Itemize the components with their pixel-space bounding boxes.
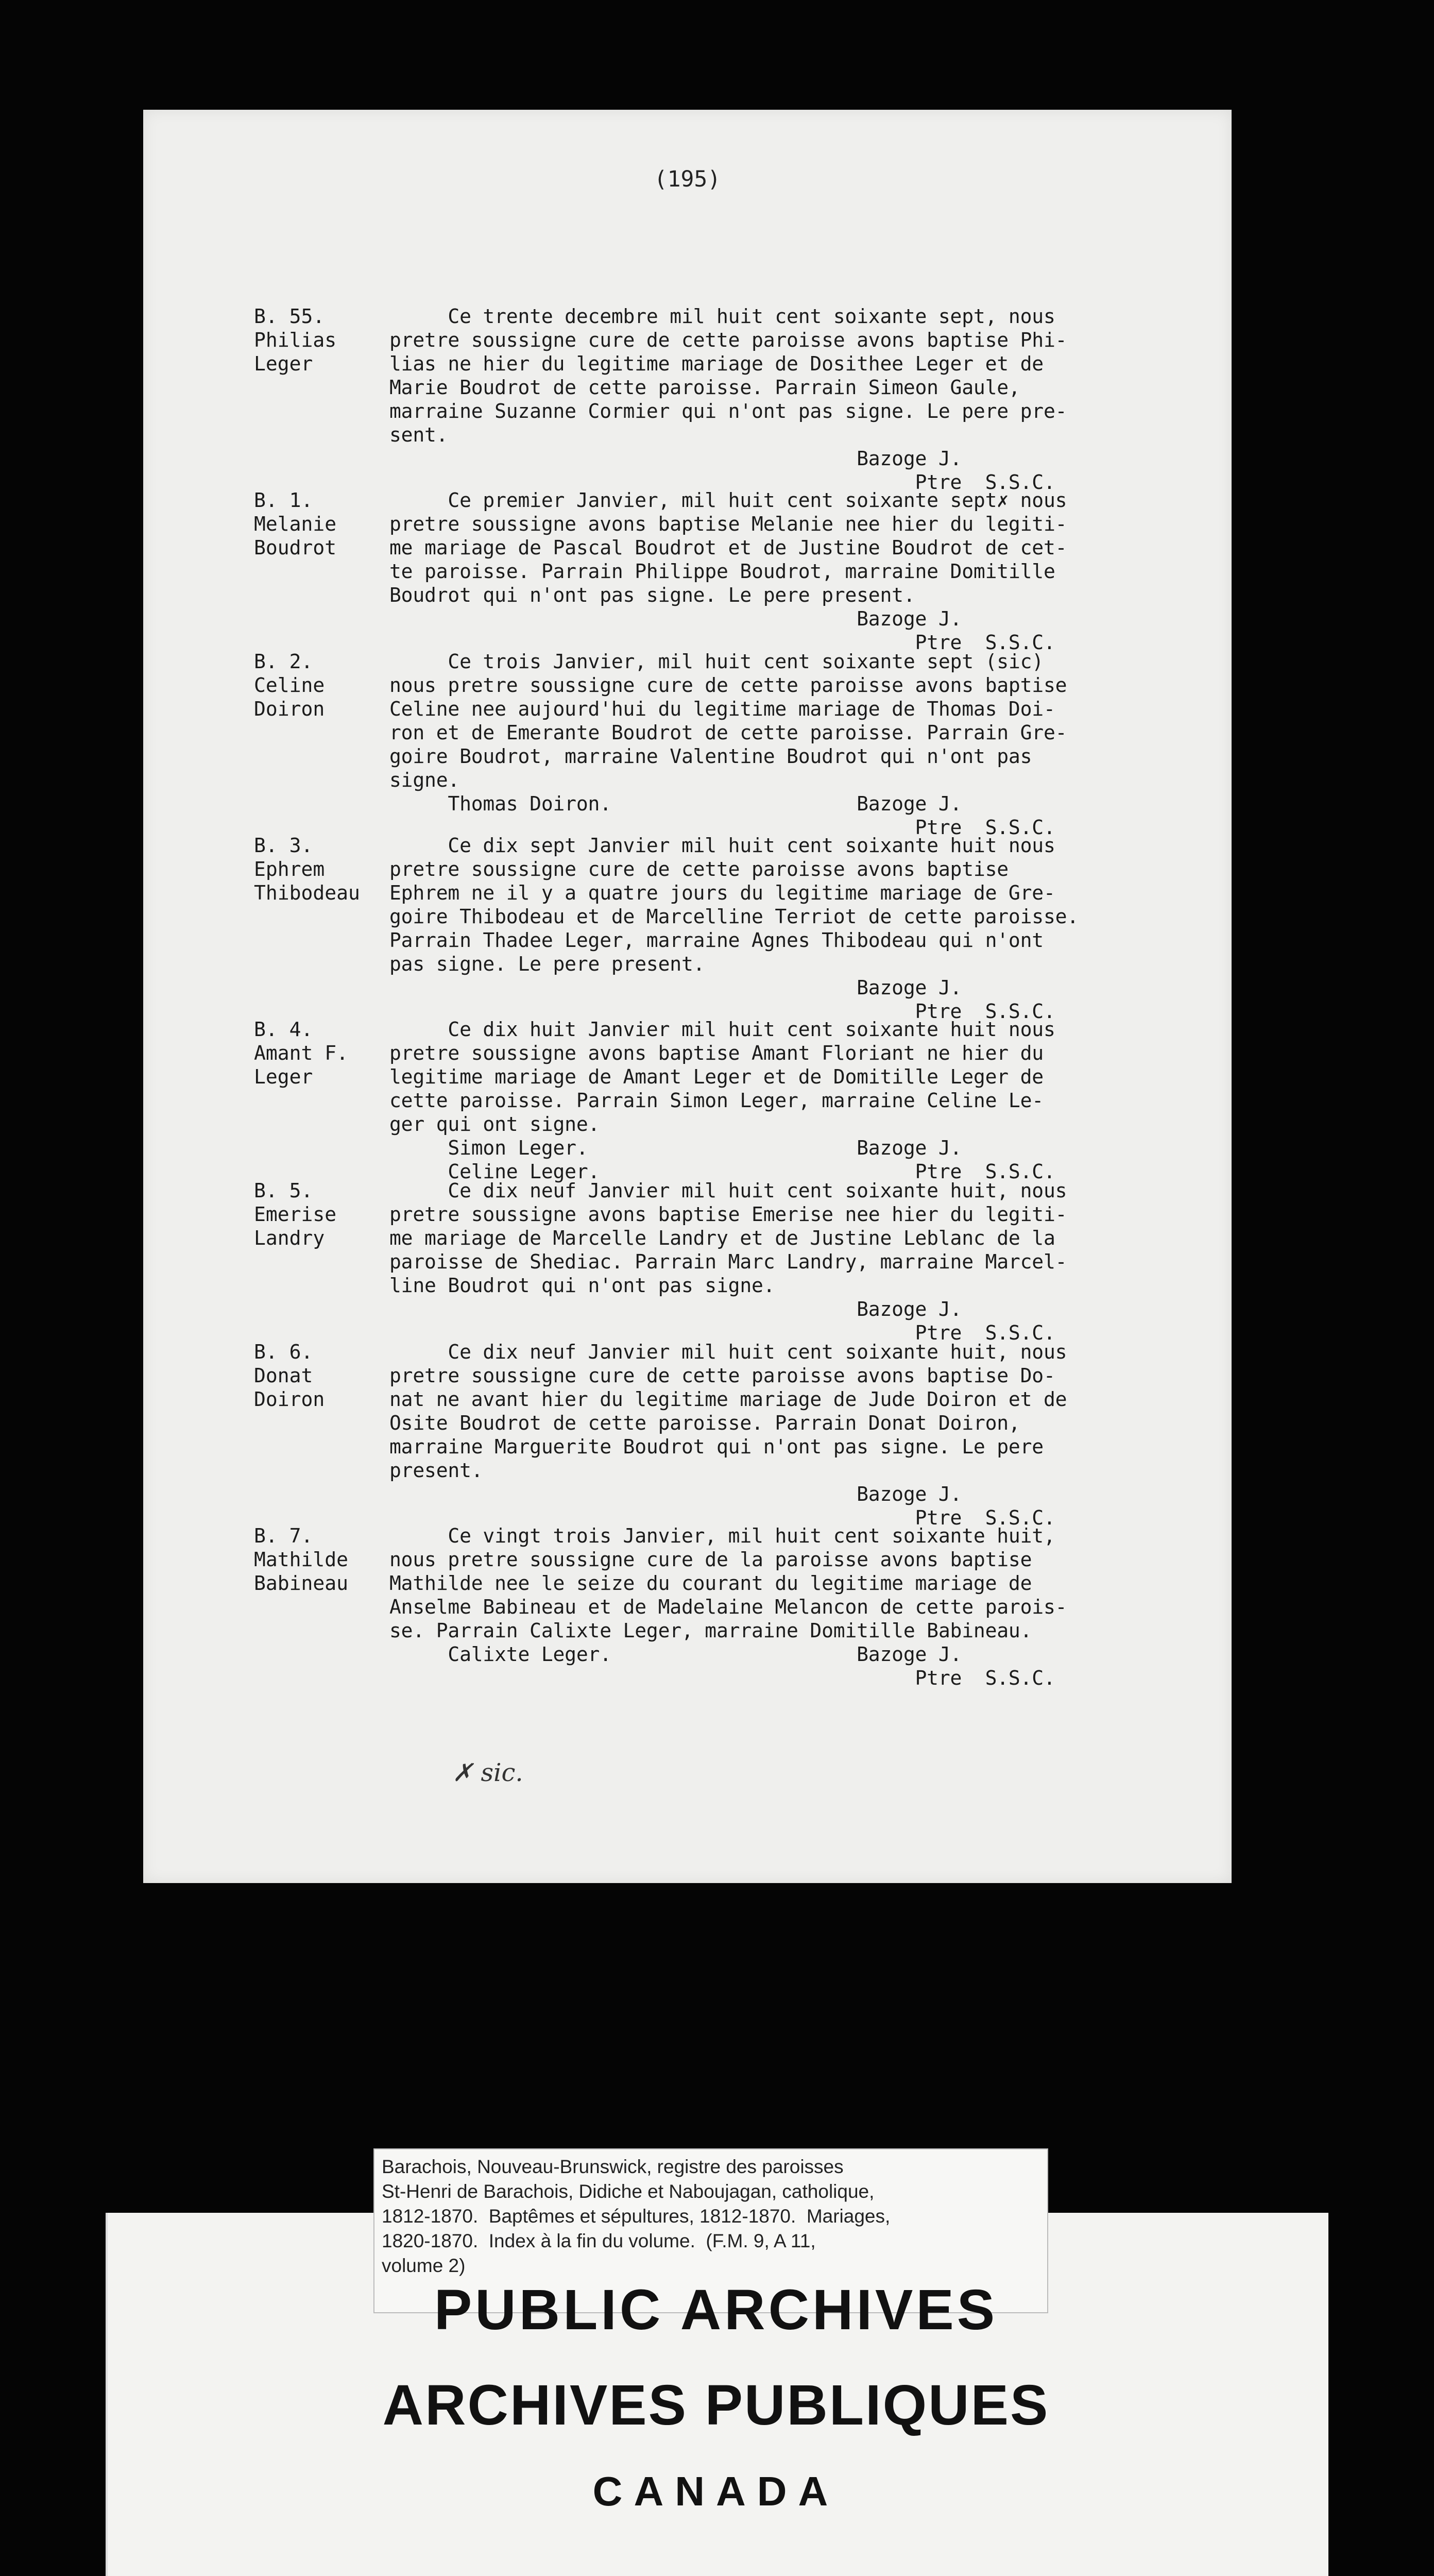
entry-text: Ce dix neuf Janvier mil huit cent soixante huit, nous pretre soussigne cure de cette paroisse avons baptise Do- nat ne avant hier du legitime mariage de Jude Doiron et de Osite Boudrot de cette paroisse. Parrain Donat Doiron, marraine Marguerite Boudrot qui n'ont pas signe. Le pere present. Bazoge J. Ptre S.S.C. xyxy=(389,1341,1067,1529)
entry-text: Ce dix neuf Janvier mil huit cent soixante huit, nous pretre soussigne avons baptise Emerise nee hier du legiti- me mariage de Marcelle Landry et de Justine Leblanc de la paroisse de Shediac. Parrain Marc Landry, marraine Marcel- line Boudrot qui n'ont pas signe. Bazoge J. Ptre S.S.C. xyxy=(389,1179,1067,1344)
entry-text: Ce dix sept Janvier mil huit cent soixante huit nous pretre soussigne cure de cette paroisse avons baptise Ephrem ne il y a quatre jours du legitime mariage de Gre- goire Thibodeau et de Marcelline Terriot de cette paroisse. Parrain Thadee Leger, marraine Agnes Thibodeau qui n'ont pas signe. Le pere present. Bazoge J. Ptre S.S.C. xyxy=(389,834,1079,1023)
entry-margin-note: B. 1. Melanie Boudrot xyxy=(254,489,337,559)
entry-text: Ce vingt trois Janvier, mil huit cent soixante huit, nous pretre soussigne cure de la paroisse avons baptise Mathilde nee le seize du courant du legitime mariage de Anselme Babineau et de Madelaine Melancon de cette parois- se. Parrain Calixte Leger, marraine Domitille Babineau. Calixte Leger. Bazoge J. Ptre S.S.C. xyxy=(389,1524,1067,1689)
entry-margin-note: B. 6. Donat Doiron xyxy=(254,1341,325,1411)
archive-line-english: PUBLIC ARCHIVES xyxy=(434,2278,998,2342)
entry-text: Ce trois Janvier, mil huit cent soixante sept (sic) nous pretre soussigne cure de cette paroisse avons baptise Celine nee aujourd'hui du legitime mariage de Thomas Doi- ron et de Emerante Boudrot de cette paroisse. Parrain Gre- goire Boudrot, marraine Valentine Boudrot qui n'ont pas signe. Thomas Doiron. Bazoge J. Ptre S.S.C. xyxy=(389,650,1067,839)
entry-margin-note: B. 3. Ephrem Thibodeau xyxy=(254,834,360,904)
entry-margin-note: B. 7. Mathilde Babineau xyxy=(254,1524,349,1595)
entry-margin-note: B. 5. Emerise Landry xyxy=(254,1179,337,1249)
entry-text: Ce premier Janvier, mil huit cent soixante sept✗ nous pretre soussigne avons baptise Melanie nee hier du legiti- me mariage de Pascal Boudrot et de Justine Boudrot de cet- te paroisse. Parrain Philippe Boudrot, marraine Domitille Boudrot qui n'ont pas signe. Le pere present. Bazoge J. Ptre S.S.C. xyxy=(389,489,1067,654)
entry-margin-note: B. 2. Celine Doiron xyxy=(254,650,325,720)
entry-margin-note: B. 4. Amant F. Leger xyxy=(254,1018,349,1088)
entry-margin-note: B. 55. Philias Leger xyxy=(254,305,337,375)
reference-label: Barachois, Nouveau-Brunswick, registre des paroisses St-Henri de Barachois, Didiche et Naboujagan, catholique, 1812-1870. Baptêmes et sépultures, 1812-1870. Mariages, 1820-1870. Index à la fin du volume. (F.M. 9, A 11, volume 2) xyxy=(373,2148,1048,2313)
register-page xyxy=(143,110,1232,1883)
archive-line-country: CANADA xyxy=(592,2468,840,2514)
handwritten-sic-note: ✗ sic. xyxy=(452,1758,523,1787)
entry-text: Ce trente decembre mil huit cent soixante sept, nous pretre soussigne cure de cette paroisse avons baptise Phi- lias ne hier du legitime mariage de Dosithee Leger et de Marie Boudrot de cette paroisse. Parrain Simeon Gaule, marraine Suzanne Cormier qui n'ont pas signe. Le pere pre- sent. Bazoge J. Ptre S.S.C. xyxy=(389,305,1067,494)
entry-text: Ce dix huit Janvier mil huit cent soixante huit nous pretre soussigne avons baptise Amant Floriant ne hier du legitime mariage de Amant Leger et de Domitille Leger de cette paroisse. Parrain Simon Leger, marraine Celine Le- ger qui ont signe. Simon Leger. Bazoge J. Celine Leger. Ptre S.S.C. xyxy=(389,1018,1055,1183)
archive-line-french: ARCHIVES PUBLIQUES xyxy=(382,2374,1050,2437)
page-number: (195) xyxy=(654,166,721,192)
